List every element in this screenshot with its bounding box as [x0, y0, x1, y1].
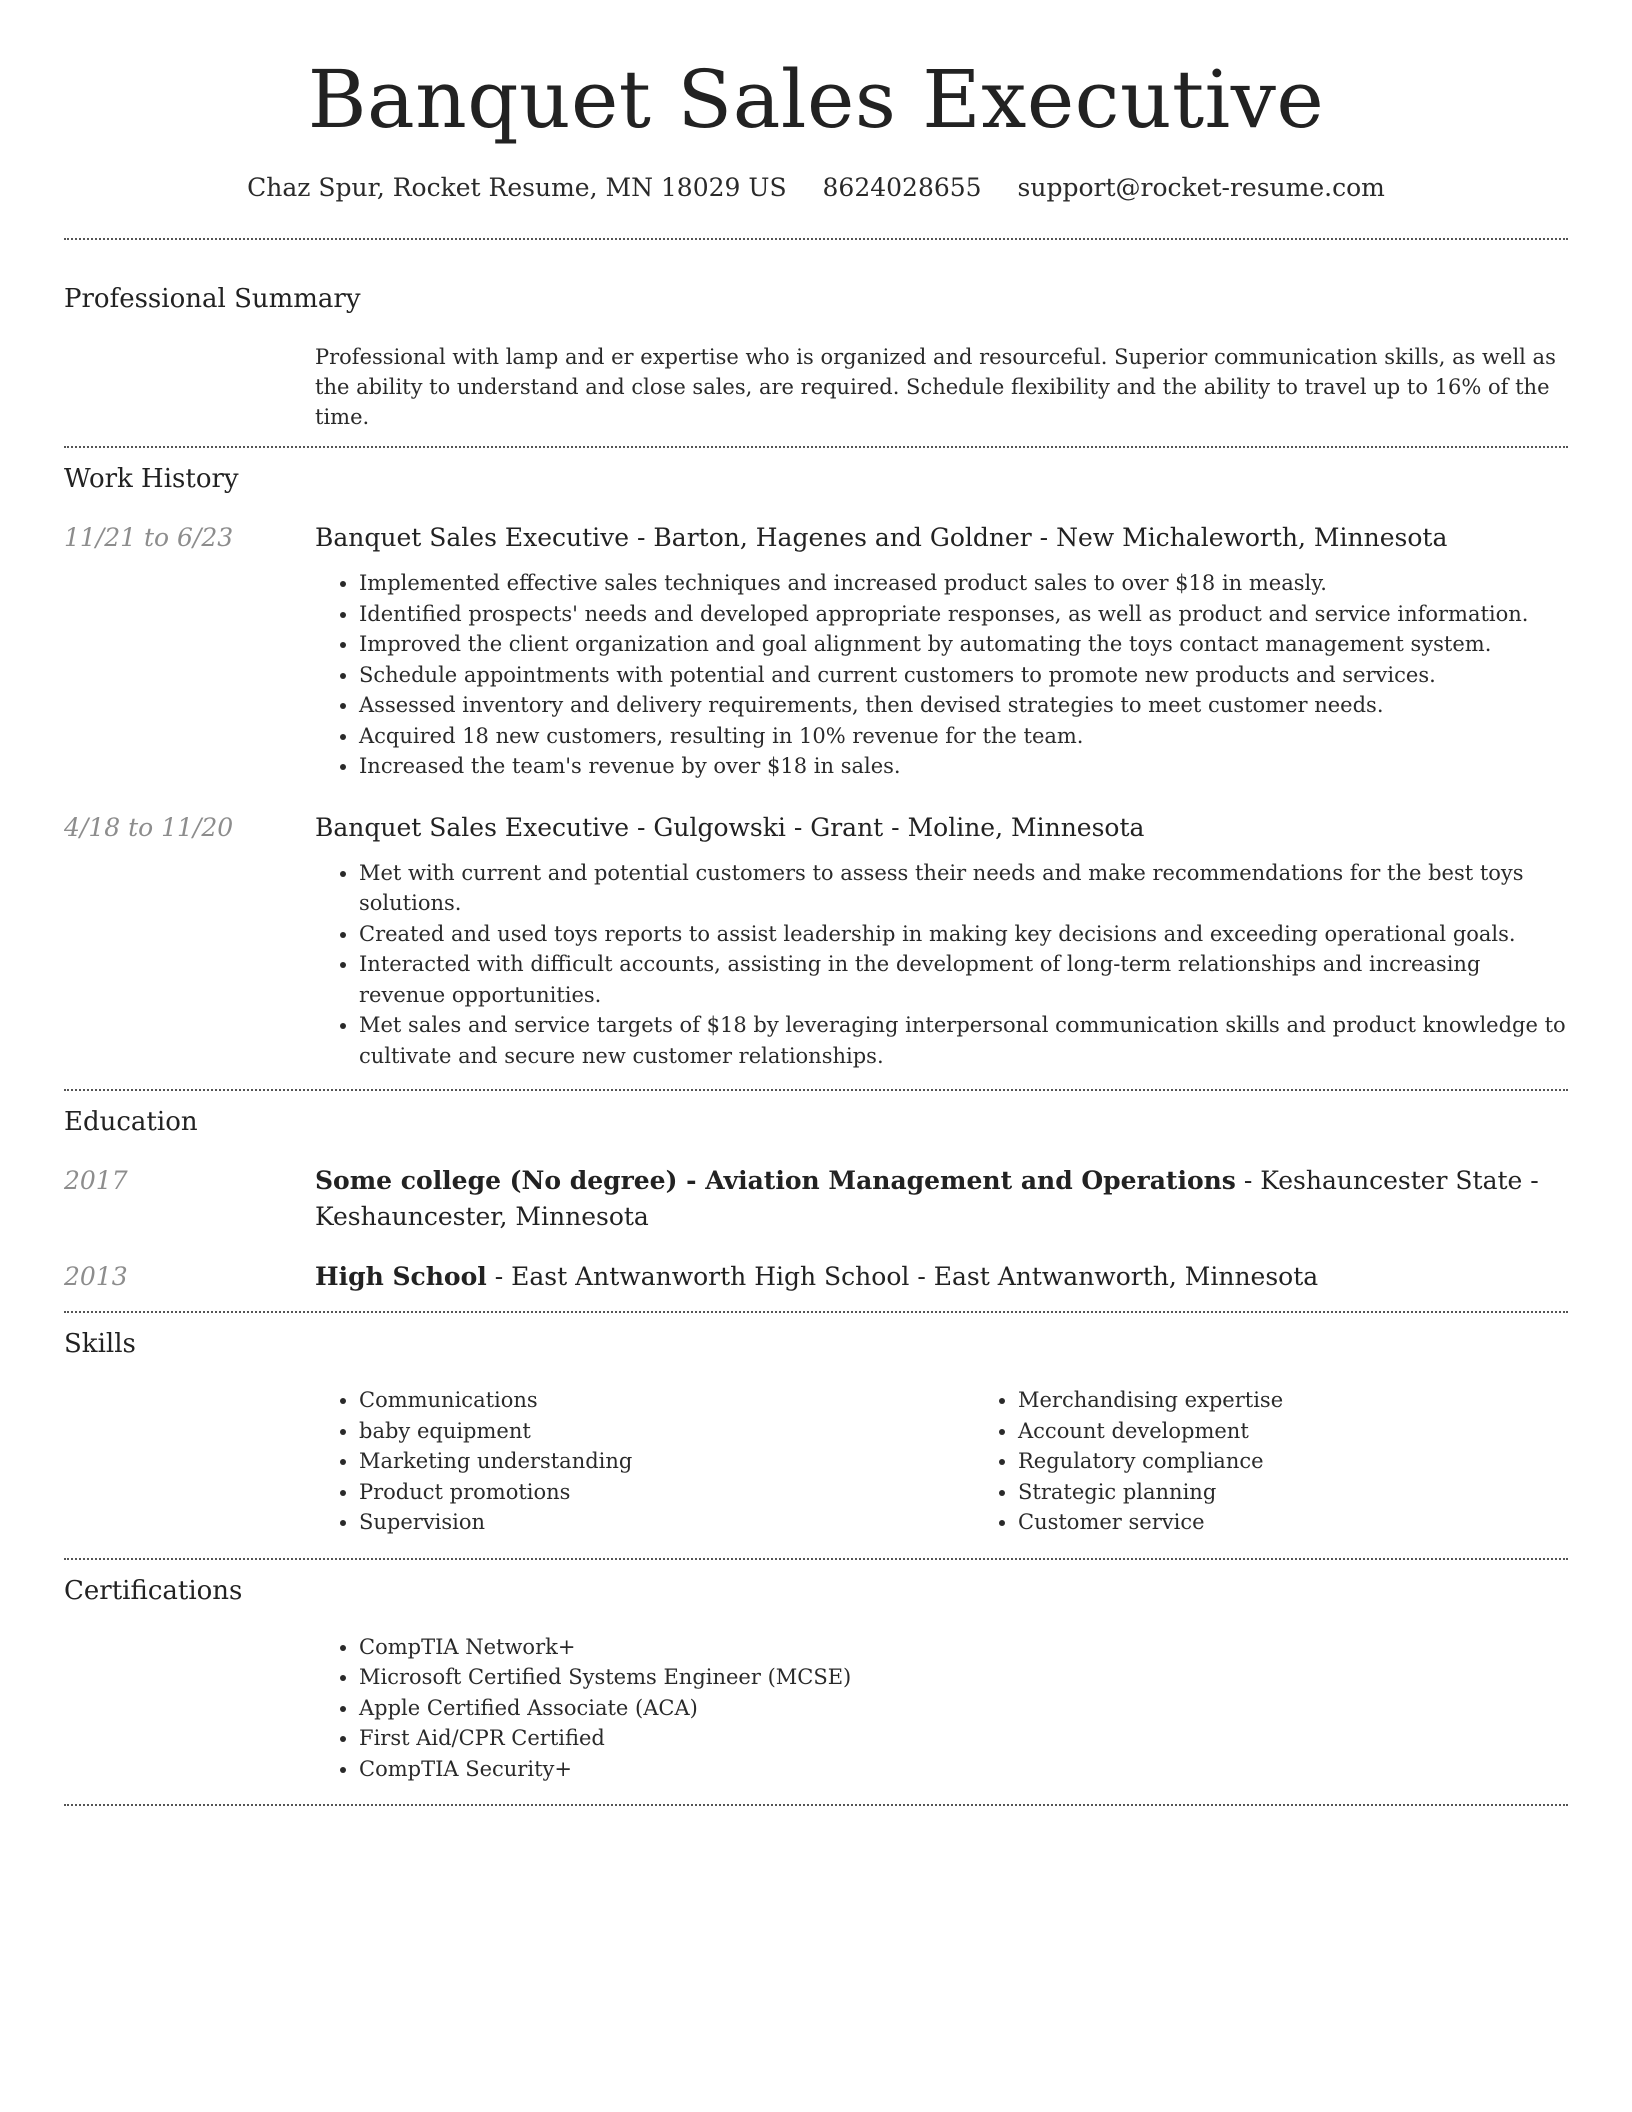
skill-item: • Product promotions	[359, 1477, 974, 1508]
education-degree: High School	[315, 1262, 487, 1291]
summary-section	[64, 240, 1568, 446]
job-bullet: • Implemented effective sales techniques and increased product sales to over $18 in measly.	[359, 568, 1568, 599]
job-bullets	[315, 858, 1568, 1072]
certification-item: • CompTIA Network+	[359, 1632, 1568, 1663]
resume-header	[64, 0, 1568, 204]
job-bullet: • Acquired 18 new customers, resulting in 10% revenue for the team.	[359, 721, 1568, 752]
skills-title: Skills	[64, 1329, 136, 1359]
education-heading	[315, 1163, 1568, 1235]
certification-item: • First Aid/CPR Certified	[359, 1723, 1568, 1754]
job-dates: 4/18 to 11/20	[64, 812, 234, 842]
skill-item: • Customer service	[1018, 1507, 1632, 1538]
skills-list-right	[974, 1385, 1632, 1538]
education-year: 2013	[64, 1262, 128, 1291]
skill-item: • baby equipment	[359, 1416, 974, 1447]
education-school: - East Antwanworth High School - East Antwanworth, Minnesota	[486, 1262, 1319, 1291]
job-entry	[64, 810, 1568, 1072]
skill-item: • Marketing understanding	[359, 1446, 974, 1477]
contact-address: Chaz Spur, Rocket Resume, MN 18029 US	[247, 173, 787, 202]
job-bullet: • Assessed inventory and delivery requirements, then devised strategies to meet customer needs.	[359, 690, 1568, 721]
skill-item: • Account development	[1018, 1416, 1632, 1447]
contact-phone: 8624028655	[822, 173, 982, 202]
education-degree: Some college (No degree) - Aviation Management and Operations	[315, 1166, 1236, 1195]
job-bullet: • Interacted with difficult accounts, assisting in the development of long-term relationships and increasing revenue opportunities.	[359, 949, 1568, 1010]
summary-text: Professional with lamp and er expertise who is organized and resourceful. Superior communication skills, as well as the ability to understand and close sales, are required. Schedule flexibility and the ability to travel up to 16% of the time.	[315, 345, 1556, 429]
summary-title: Professional Summary	[64, 284, 361, 314]
certification-item: • Apple Certified Associate (ACA)	[359, 1693, 1568, 1724]
job-bullets	[315, 568, 1568, 782]
skills-row	[64, 1385, 1568, 1538]
skills-list-left	[315, 1385, 974, 1538]
work-history-title: Work History	[64, 464, 239, 494]
education-entry	[64, 1259, 1568, 1295]
job-bullet: • Schedule appointments with potential and current customers to promote new products and services.	[359, 660, 1568, 691]
skill-item: • Strategic planning	[1018, 1477, 1632, 1508]
skill-item: • Regulatory compliance	[1018, 1446, 1632, 1477]
certification-item: • Microsoft Certified Systems Engineer (MCSE)	[359, 1662, 1568, 1693]
certifications-row	[64, 1632, 1568, 1785]
contact-line	[64, 172, 1568, 204]
job-bullet: • Met with current and potential customers to assess their needs and make recommendations for the best toys solutions.	[359, 858, 1568, 919]
certifications-title: Certifications	[64, 1575, 243, 1606]
job-entry	[64, 520, 1568, 782]
job-bullet: • Created and used toys reports to assist leadership in making key decisions and exceeding operational goals.	[359, 919, 1568, 950]
job-dates: 11/21 to 6/23	[64, 523, 234, 552]
work-history-section	[64, 448, 1568, 1089]
job-bullet: • Increased the team's revenue by over $18 in sales.	[359, 751, 1568, 782]
skill-item: • Supervision	[359, 1507, 974, 1538]
job-bullet: • Met sales and service targets of $18 by leveraging interpersonal communication skills and product knowledge to cultivate and secure new customer relationships.	[359, 1010, 1568, 1071]
job-bullet: • Improved the client organization and goal alignment by automating the toys contact management system.	[359, 629, 1568, 660]
skill-item: • Communications	[359, 1385, 974, 1416]
candidate-name: Banquet Sales Executive	[307, 53, 1325, 146]
section-divider	[64, 1804, 1568, 1806]
job-heading: Banquet Sales Executive - Barton, Hagenes and Goldner - New Michaleworth, Minnesota	[315, 523, 1448, 552]
contact-email: support@rocket-resume.com	[1017, 173, 1385, 202]
skills-section	[64, 1313, 1568, 1558]
education-school: - Keshauncester State - Keshauncester, Minnesota	[315, 1166, 1539, 1231]
certifications-section	[64, 1560, 1568, 1805]
certifications-list	[315, 1632, 1568, 1785]
certification-item: • CompTIA Security+	[359, 1754, 1568, 1785]
education-title: Education	[64, 1107, 198, 1137]
job-bullet: • Identified prospects' needs and developed appropriate responses, as well as product and service information.	[359, 599, 1568, 630]
education-year: 2017	[64, 1166, 128, 1195]
education-entry	[64, 1163, 1568, 1235]
skill-item: • Merchandising expertise	[1018, 1385, 1632, 1416]
summary-row	[64, 342, 1568, 432]
education-section	[64, 1091, 1568, 1311]
education-heading	[315, 1259, 1568, 1295]
job-heading: Banquet Sales Executive - Gulgowski - Grant - Moline, Minnesota	[315, 812, 1145, 842]
